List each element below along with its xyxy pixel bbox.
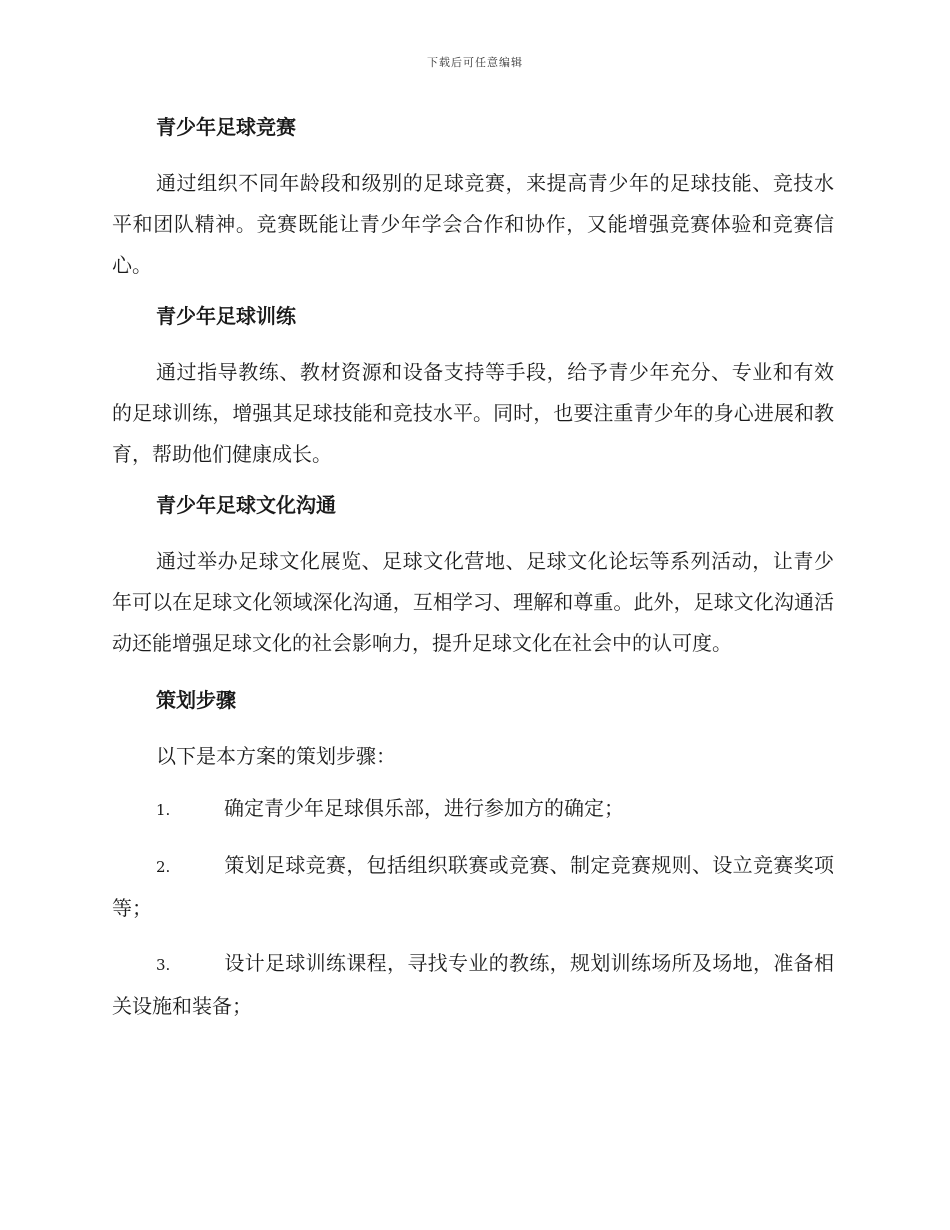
list-number: 1. bbox=[156, 801, 171, 819]
page-header: 下载后可任意编辑 bbox=[427, 56, 523, 69]
list-text: 设计足球训练课程，寻找专业的教练，规划训练场所及场地，准备相关设施和装备； bbox=[112, 951, 834, 1018]
section-heading-planning: 策划步骤 bbox=[156, 688, 236, 712]
list-number: 3. bbox=[156, 956, 171, 974]
list-number: 2. bbox=[156, 858, 171, 876]
section-heading-culture: 青少年足球文化沟通 bbox=[156, 493, 336, 517]
section-body-culture: 通过举办足球文化展览、足球文化营地、足球文化论坛等系列活动，让青少年可以在足球文化领域深化沟通，互相学习、理解和尊重。此外，足球文化沟通活动还能增强足球文化的社会影响力，提升足球文化在社会中的认可度。 bbox=[112, 549, 834, 655]
document-body bbox=[112, 108, 834, 1041]
section-heading-training: 青少年足球训练 bbox=[156, 304, 296, 328]
list-text: 确定青少年足球俱乐部，进行参加方的确定； bbox=[224, 796, 624, 820]
list-item bbox=[112, 943, 834, 1027]
list-text: 策划足球竞赛，包括组织联赛或竞赛、制定竞赛规则、设立竞赛奖项等； bbox=[112, 853, 834, 920]
list-item bbox=[112, 788, 834, 831]
section-heading-competition: 青少年足球竞赛 bbox=[156, 115, 296, 139]
section-body-training: 通过指导教练、教材资源和设备支持等手段，给予青少年充分、专业和有效的足球训练，增强其足球技能和竞技水平。同时，也要注重青少年的身心进展和教育，帮助他们健康成长。 bbox=[112, 360, 834, 466]
list-item bbox=[112, 845, 834, 929]
planning-intro: 以下是本方案的策划步骤： bbox=[156, 744, 396, 768]
section-body-competition: 通过组织不同年龄段和级别的足球竞赛，来提高青少年的足球技能、竞技水平和团队精神。竞赛既能让青少年学会合作和协作，又能增强竞赛体验和竞赛信心。 bbox=[112, 171, 834, 277]
